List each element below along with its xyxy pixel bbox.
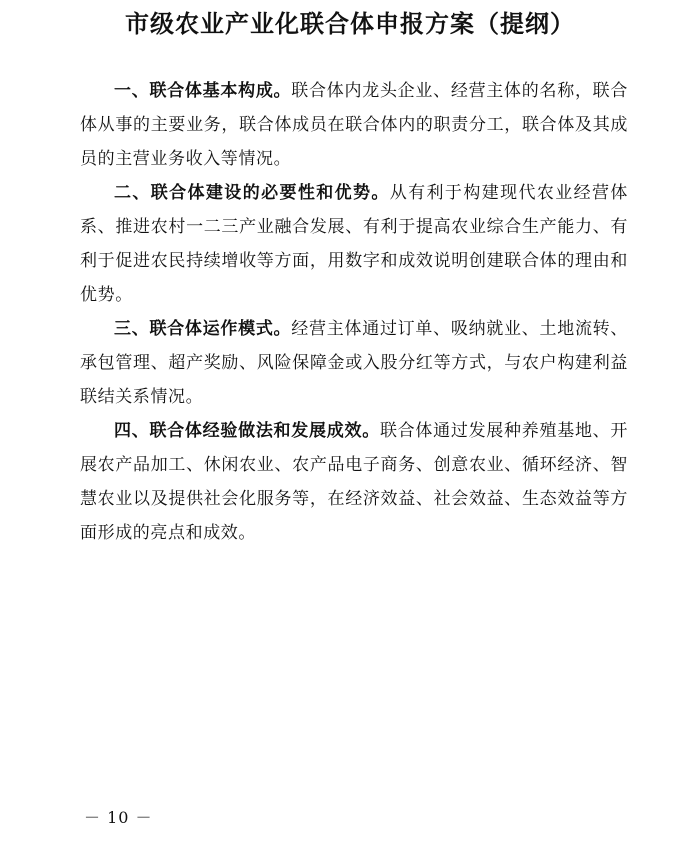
page-number: － 10 － xyxy=(84,808,153,827)
section-paragraph-1 xyxy=(80,74,628,176)
document-body xyxy=(80,74,628,550)
document-title: 市级农业产业化联合体申报方案（提纲） xyxy=(125,9,575,38)
section-paragraph-3 xyxy=(80,312,628,414)
section-text-3: 经营主体通过订单、吸纳就业、土地流转、承包管理、超产奖励、风险保障金或入股分红等方式，与农户构建利益联结关系情况。 xyxy=(80,319,629,407)
section-text-1: 联合体内龙头企业、经营主体的名称，联合体从事的主要业务，联合体成员在联合体内的职责分工，联合体及其成员的主营业务收入等情况。 xyxy=(80,81,629,169)
section-heading-3: 三、联合体运作模式。 xyxy=(114,319,292,339)
section-paragraph-4 xyxy=(80,414,628,550)
section-heading-4: 四、联合体经验做法和发展成效。 xyxy=(114,421,380,441)
section-heading-2: 二、联合体建设的必要性和优势。 xyxy=(114,183,390,203)
section-text-4: 联合体通过发展种养殖基地、开展农产品加工、休闲农业、农产品电子商务、创意农业、循环经济、智慧农业以及提供社会化服务等，在经济效益、社会效益、生态效益等方面形成的亮点和成效。 xyxy=(80,421,629,543)
section-paragraph-2 xyxy=(80,176,628,312)
section-text-2: 从有利于构建现代农业经营体系、推进农村一二三产业融合发展、有利于提高农业综合生产能力、有利于促进农民持续增收等方面，用数字和成效说明创建联合体的理由和优势。 xyxy=(80,183,628,305)
section-heading-1: 一、联合体基本构成。 xyxy=(114,81,292,101)
